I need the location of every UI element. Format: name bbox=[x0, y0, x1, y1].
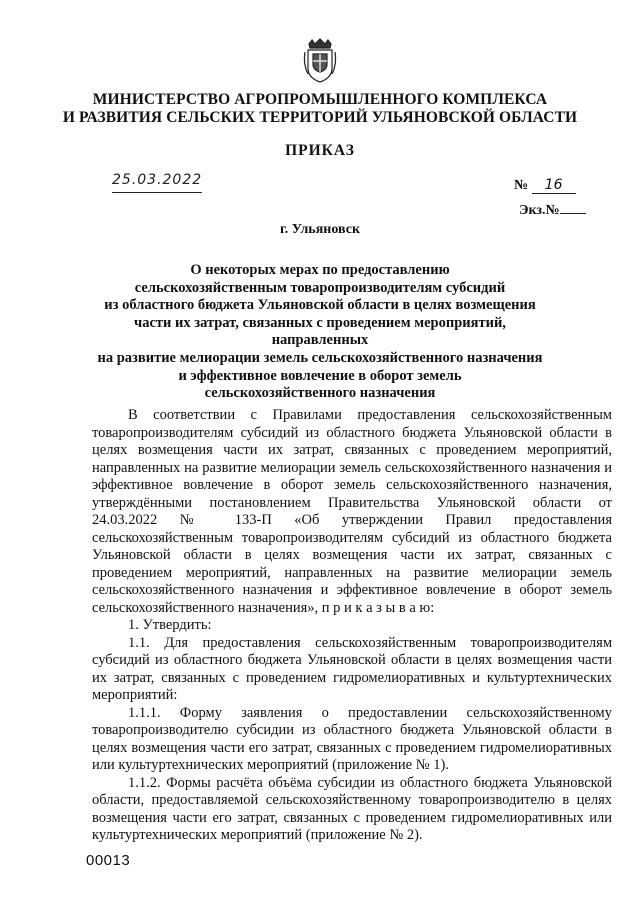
subject-line: О некоторых мерах по предоставлению bbox=[190, 262, 450, 278]
clause-1: 1. Утвердить: bbox=[128, 617, 212, 633]
number-label: № bbox=[514, 178, 529, 193]
subject-line: на развитие мелиорации земель сельскохозяйственного назначения bbox=[97, 349, 543, 366]
document-type: ПРИКАЗ bbox=[285, 142, 355, 159]
clause-1-1-2: 1.1.2. Формы расчёта объёма субсидии из областного бюджета Ульяновской области, предоставляемой сельскохозяйственному товаропроизводителю в целях возмещения части его затрат, связанных с проведением гидромелиоративных или культуртехнических мероприятий (приложение № 2). bbox=[92, 774, 612, 843]
ministry-line-1: МИНИСТЕРСТВО АГРОПРОМЫШЛЕННОГО КОМПЛЕКСА bbox=[92, 91, 548, 108]
subject-line: сельскохозяйственным товаропроизводителям субсидий bbox=[134, 279, 506, 296]
order-body bbox=[92, 407, 612, 845]
clause-1-1-1: 1.1.1. Форму заявления о предоставлении сельскохозяйственному товаропроизводителю субсидии из областного бюджета Ульяновской области в целях возмещения части его затрат, связанных с проведением гидромелиоративных или культуртехнических мероприятий (приложение № 1). bbox=[92, 704, 612, 773]
order-date: 25.03.2022 bbox=[112, 172, 202, 193]
order-number bbox=[514, 177, 576, 194]
copy-number bbox=[519, 199, 586, 219]
copy-blank bbox=[560, 199, 586, 214]
subject-line: сельскохозяйственного назначения bbox=[204, 385, 436, 402]
subject-line: из областного бюджета Ульяновской области в целях возмещения bbox=[104, 297, 536, 314]
ministry-line-2: И РАЗВИТИЯ СЕЛЬСКИХ ТЕРРИТОРИЙ УЛЬЯНОВСКОЙ ОБЛАСТИ bbox=[62, 109, 578, 126]
subject-line: части их затрат, связанных с проведением мероприятий, направленных bbox=[134, 314, 506, 349]
page-code: 00013 bbox=[86, 852, 131, 869]
order-subject bbox=[90, 262, 550, 403]
preamble-paragraph: В соответствии с Правилами предоставления сельскохозяйственным товаропроизводителям субсидий из областного бюджета Ульяновской области в целях возмещения части их затрат, связанных с проведением мероприятий, направленных на развитие мелиорации земель сельскохозяйственного назначения и эффективное вовлечение в оборот земель сельскохозяйственного назначения, утверждёнными постановлением Правительства Ульяновской области от 24.03.2022 № 133-П «Об утверждении Правил предоставления сельскохозяйственным товаропроизводителям субсидий из областного бюджета Ульяновской области в целях возмещения части их затрат, связанных с проведением мероприятий, направленных на развитие мелиорации земель сельскохозяйственного назначения и эффективное вовлечение в оборот земель сельскохозяйственного назначения», п р и к а з ы в а ю: bbox=[92, 407, 612, 616]
city: г. Ульяновск bbox=[279, 222, 361, 237]
copy-label: Экз.№ bbox=[519, 203, 560, 218]
ulyanovsk-coat-of-arms-icon bbox=[302, 38, 338, 84]
subject-line: и эффективное вовлечение в оборот земель bbox=[178, 367, 462, 384]
clause-1-1: 1.1. Для предоставления сельскохозяйственным товаропроизводителям субсидий из областного бюджета Ульяновской области в целях возмещения части их затрат, связанных с проведением гидромелиоративных и культуртехнических мероприятий: bbox=[92, 634, 612, 703]
ministry-name bbox=[40, 91, 600, 127]
number-value: 16 bbox=[532, 177, 576, 194]
